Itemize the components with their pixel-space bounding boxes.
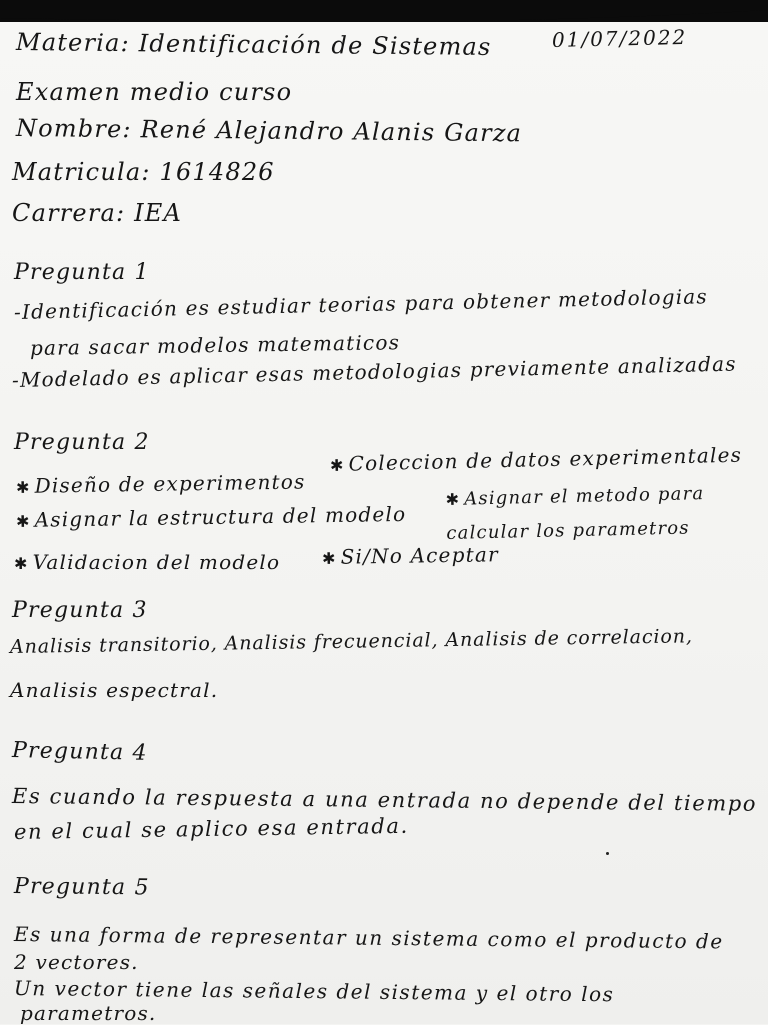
- question-4-answer-line: Es cuando la respuesta a una entrada no depende del tiempo: [11, 784, 758, 816]
- ink-dot: [606, 852, 609, 855]
- question-4-answer-line: en el cual se aplico esa entrada.: [13, 813, 409, 844]
- exam-title: Examen medio curso: [16, 78, 293, 106]
- top-dark-edge: [0, 0, 768, 22]
- asterisk-icon: ✱: [15, 477, 31, 497]
- question-2-item: ✱ Si/No Aceptar: [321, 542, 499, 569]
- question-1-answer-line: -Identificación es estudiar teorias para obtener metodologias: [13, 284, 709, 324]
- question-5-title: Pregunta 5: [13, 874, 150, 901]
- question-1-title: Pregunta 1: [14, 260, 150, 285]
- question-1-answer-line: -Modelado es aplicar esas metodologias previamente analizadas: [11, 351, 738, 392]
- question-2-item: ✱ Asignar el metodo para calcular los parametros: [445, 483, 705, 544]
- question-2-item: ✱ Diseño de experimentos: [15, 469, 306, 498]
- question-3-answer-line: Analisis transitorio, Analisis frecuencial, Analisis de correlacion,: [9, 625, 694, 658]
- program: Carrera: IEA: [12, 199, 183, 227]
- question-4-title: Pregunta 4: [11, 738, 148, 766]
- subject-line: Materia: Identificación de Sistemas: [15, 28, 492, 61]
- asterisk-icon: ✱: [445, 489, 461, 510]
- question-2-title: Pregunta 2: [14, 430, 150, 455]
- question-5-answer-line: 2 vectores.: [14, 950, 139, 974]
- question-2-item: ✱ Coleccion de datos experimentales: [329, 442, 743, 476]
- page-edge-curve: [0, 0, 768, 22]
- asterisk-icon: ✱: [321, 548, 337, 568]
- question-1-answer-line: para sacar modelos matematicos: [29, 330, 401, 360]
- question-2-item: ✱ Validacion del modelo: [14, 550, 281, 574]
- question-5-answer-line: parametros.: [20, 1001, 157, 1025]
- question-3-answer-line: Analisis espectral.: [10, 678, 219, 702]
- student-name: Nombre: René Alejandro Alanis Garza: [15, 114, 523, 148]
- asterisk-icon: ✱: [14, 554, 29, 573]
- asterisk-icon: ✱: [15, 511, 31, 531]
- question-3-title: Pregunta 3: [12, 598, 148, 623]
- student-id: Matricula: 1614826: [12, 158, 275, 186]
- asterisk-icon: ✱: [329, 455, 345, 475]
- date: 01/07/2022: [551, 24, 688, 52]
- question-2-item: ✱ Asignar la estructura del modelo: [15, 501, 407, 532]
- question-5-answer-line: Es una forma de representar un sistema como el producto de: [13, 922, 724, 954]
- question-5-answer-line: Un vector tiene las señales del sistema y el otro los: [13, 976, 615, 1007]
